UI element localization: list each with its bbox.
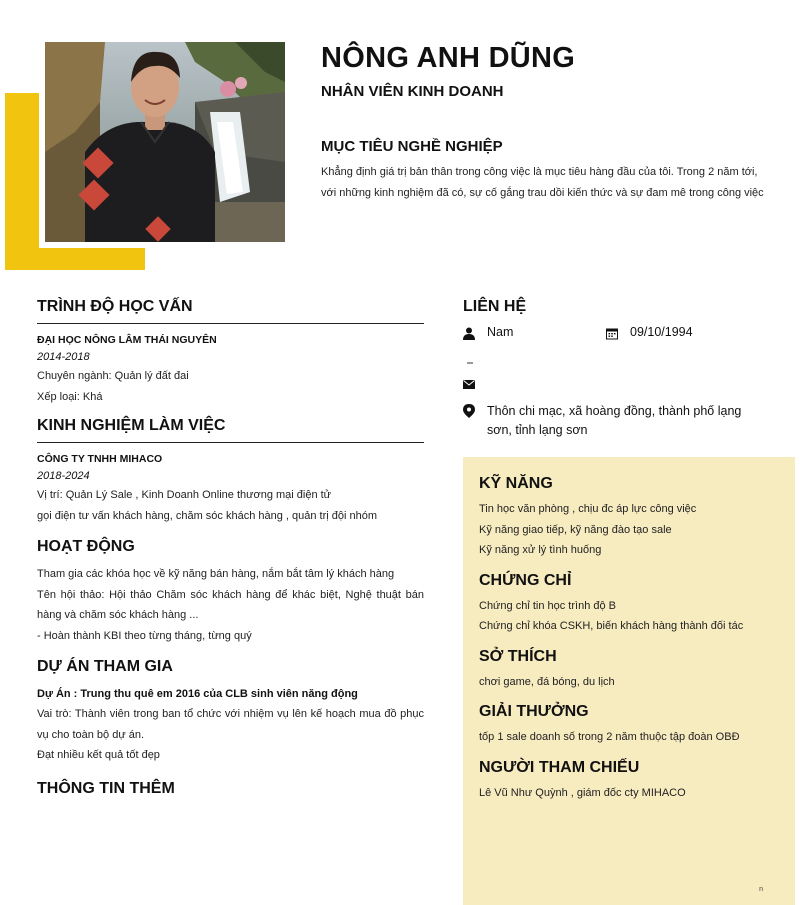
email-icon [463, 380, 475, 389]
experience-section [37, 417, 424, 526]
gender-value: Nam [487, 325, 514, 339]
phone-icon [467, 361, 473, 365]
hobbies-heading: SỞ THÍCH [479, 647, 557, 665]
company-name: CÔNG TY TNHH MIHACO [37, 453, 163, 465]
activity-item: - Hoàn thành KBI theo từng tháng, từng quý [37, 629, 252, 642]
education-major: Chuyên ngành: Quản lý đất đai [37, 370, 189, 382]
job-title: NHÂN VIÊN KINH DOANH [321, 83, 504, 100]
left-column [37, 298, 424, 798]
activity-item: Tên hội thảo: Hội thảo Chăm sóc khách hàng để khác biệt, Nghệ thuật bán hàng và chăm sóc khách hàng ... [37, 588, 424, 621]
certificate-item: Chứng chỉ khóa CSKH, biến khách hàng thành đối tác [479, 620, 744, 632]
skill-item: Tin học văn phòng , chịu đc áp lực công việc [479, 503, 697, 515]
skill-item: Kỹ năng giao tiếp, kỹ năng đào tạo sale [479, 523, 672, 536]
education-section [37, 298, 424, 407]
awards-text: tốp 1 sale doanh số trong 2 năm thuộc tập đoàn OBĐ [479, 731, 740, 743]
profile-photo [45, 42, 285, 242]
objective-heading: MỤC TIÊU NGHỀ NGHIỆP [321, 138, 503, 155]
email-row [463, 378, 487, 389]
project-role: Vai trò: Thành viên trong ban tổ chức với nhiệm vụ lên kế hoạch mua đồ phục vụ cho toàn bộ dự án. [37, 708, 424, 741]
awards-heading: GIẢI THƯỞNG [479, 703, 589, 720]
skills-panel [463, 457, 795, 905]
education-heading: TRÌNH ĐỘ HỌC VẤN [37, 298, 424, 324]
references-heading: NGƯỜI THAM CHIẾU [479, 758, 640, 776]
address-value: Thôn chi mạc, xã hoàng đồng, thành phố lạng sơn, tỉnh lạng sơn [487, 404, 742, 437]
skill-item: Kỹ năng xử lý tình huống [479, 544, 602, 556]
more-info-section [37, 780, 424, 798]
certificates-heading: CHỨNG CHỈ [479, 571, 572, 589]
certificate-item: Chứng chỉ tin học trình độ B [479, 599, 616, 612]
experience-heading: KINH NGHIỆM LÀM VIỆC [37, 417, 424, 443]
candidate-name: NÔNG ANH DŨNG [321, 42, 576, 74]
experience-duties: gọi điện tư vấn khách hàng, chăm sóc khách hàng , quản trị đội nhóm [37, 509, 378, 522]
skills-heading: KỸ NĂNG [479, 475, 553, 492]
calendar-icon [606, 327, 618, 340]
hobbies-text: chơi game, đá bóng, du lịch [479, 675, 615, 688]
education-period: 2014-2018 [37, 351, 90, 363]
school-name: ĐẠI HỌC NÔNG LÂM THÁI NGUYÊN [37, 334, 217, 346]
page-mark: n [759, 886, 763, 893]
contact-heading: LIÊN HỆ [463, 298, 527, 315]
activities-section [37, 538, 424, 646]
activities-heading: HOẠT ĐỘNG [37, 538, 135, 555]
experience-position: Vị trí: Quản Lý Sale , Kinh Doanh Online thương mại điện tử [37, 489, 332, 501]
phone-row [467, 361, 473, 365]
education-grade: Xếp loại: Khá [37, 390, 103, 403]
project-result: Đạt nhiều kết quả tốt đẹp [37, 749, 160, 761]
birthday-value: 09/10/1994 [630, 325, 693, 339]
location-pin-icon [463, 404, 475, 418]
projects-heading: DỰ ÁN THAM GIA [37, 658, 173, 675]
projects-section [37, 658, 424, 766]
person-icon [463, 327, 475, 340]
gender-row [463, 325, 513, 340]
birthday-row [606, 325, 693, 340]
address-row [463, 402, 763, 440]
objective-text: Khẳng định giá trị bản thân trong công việc là mục tiêu hàng đầu của tôi. Trong 2 năm tới, với những kinh nghiệm đã có, sự cố gắng trau dồi kiến thức và sự đam mê trong công việc [321, 166, 764, 199]
experience-period: 2018-2024 [37, 470, 90, 482]
references-text: Lê Vũ Như Quỳnh , giám đốc cty MIHACO [479, 786, 686, 799]
project-name: Dự Án : Trung thu quê em 2016 của CLB sinh viên năng động [37, 688, 358, 700]
activity-item: Tham gia các khóa học về kỹ năng bán hàng, nắm bắt tâm lý khách hàng [37, 568, 395, 580]
more-info-heading: THÔNG TIN THÊM [37, 779, 175, 797]
